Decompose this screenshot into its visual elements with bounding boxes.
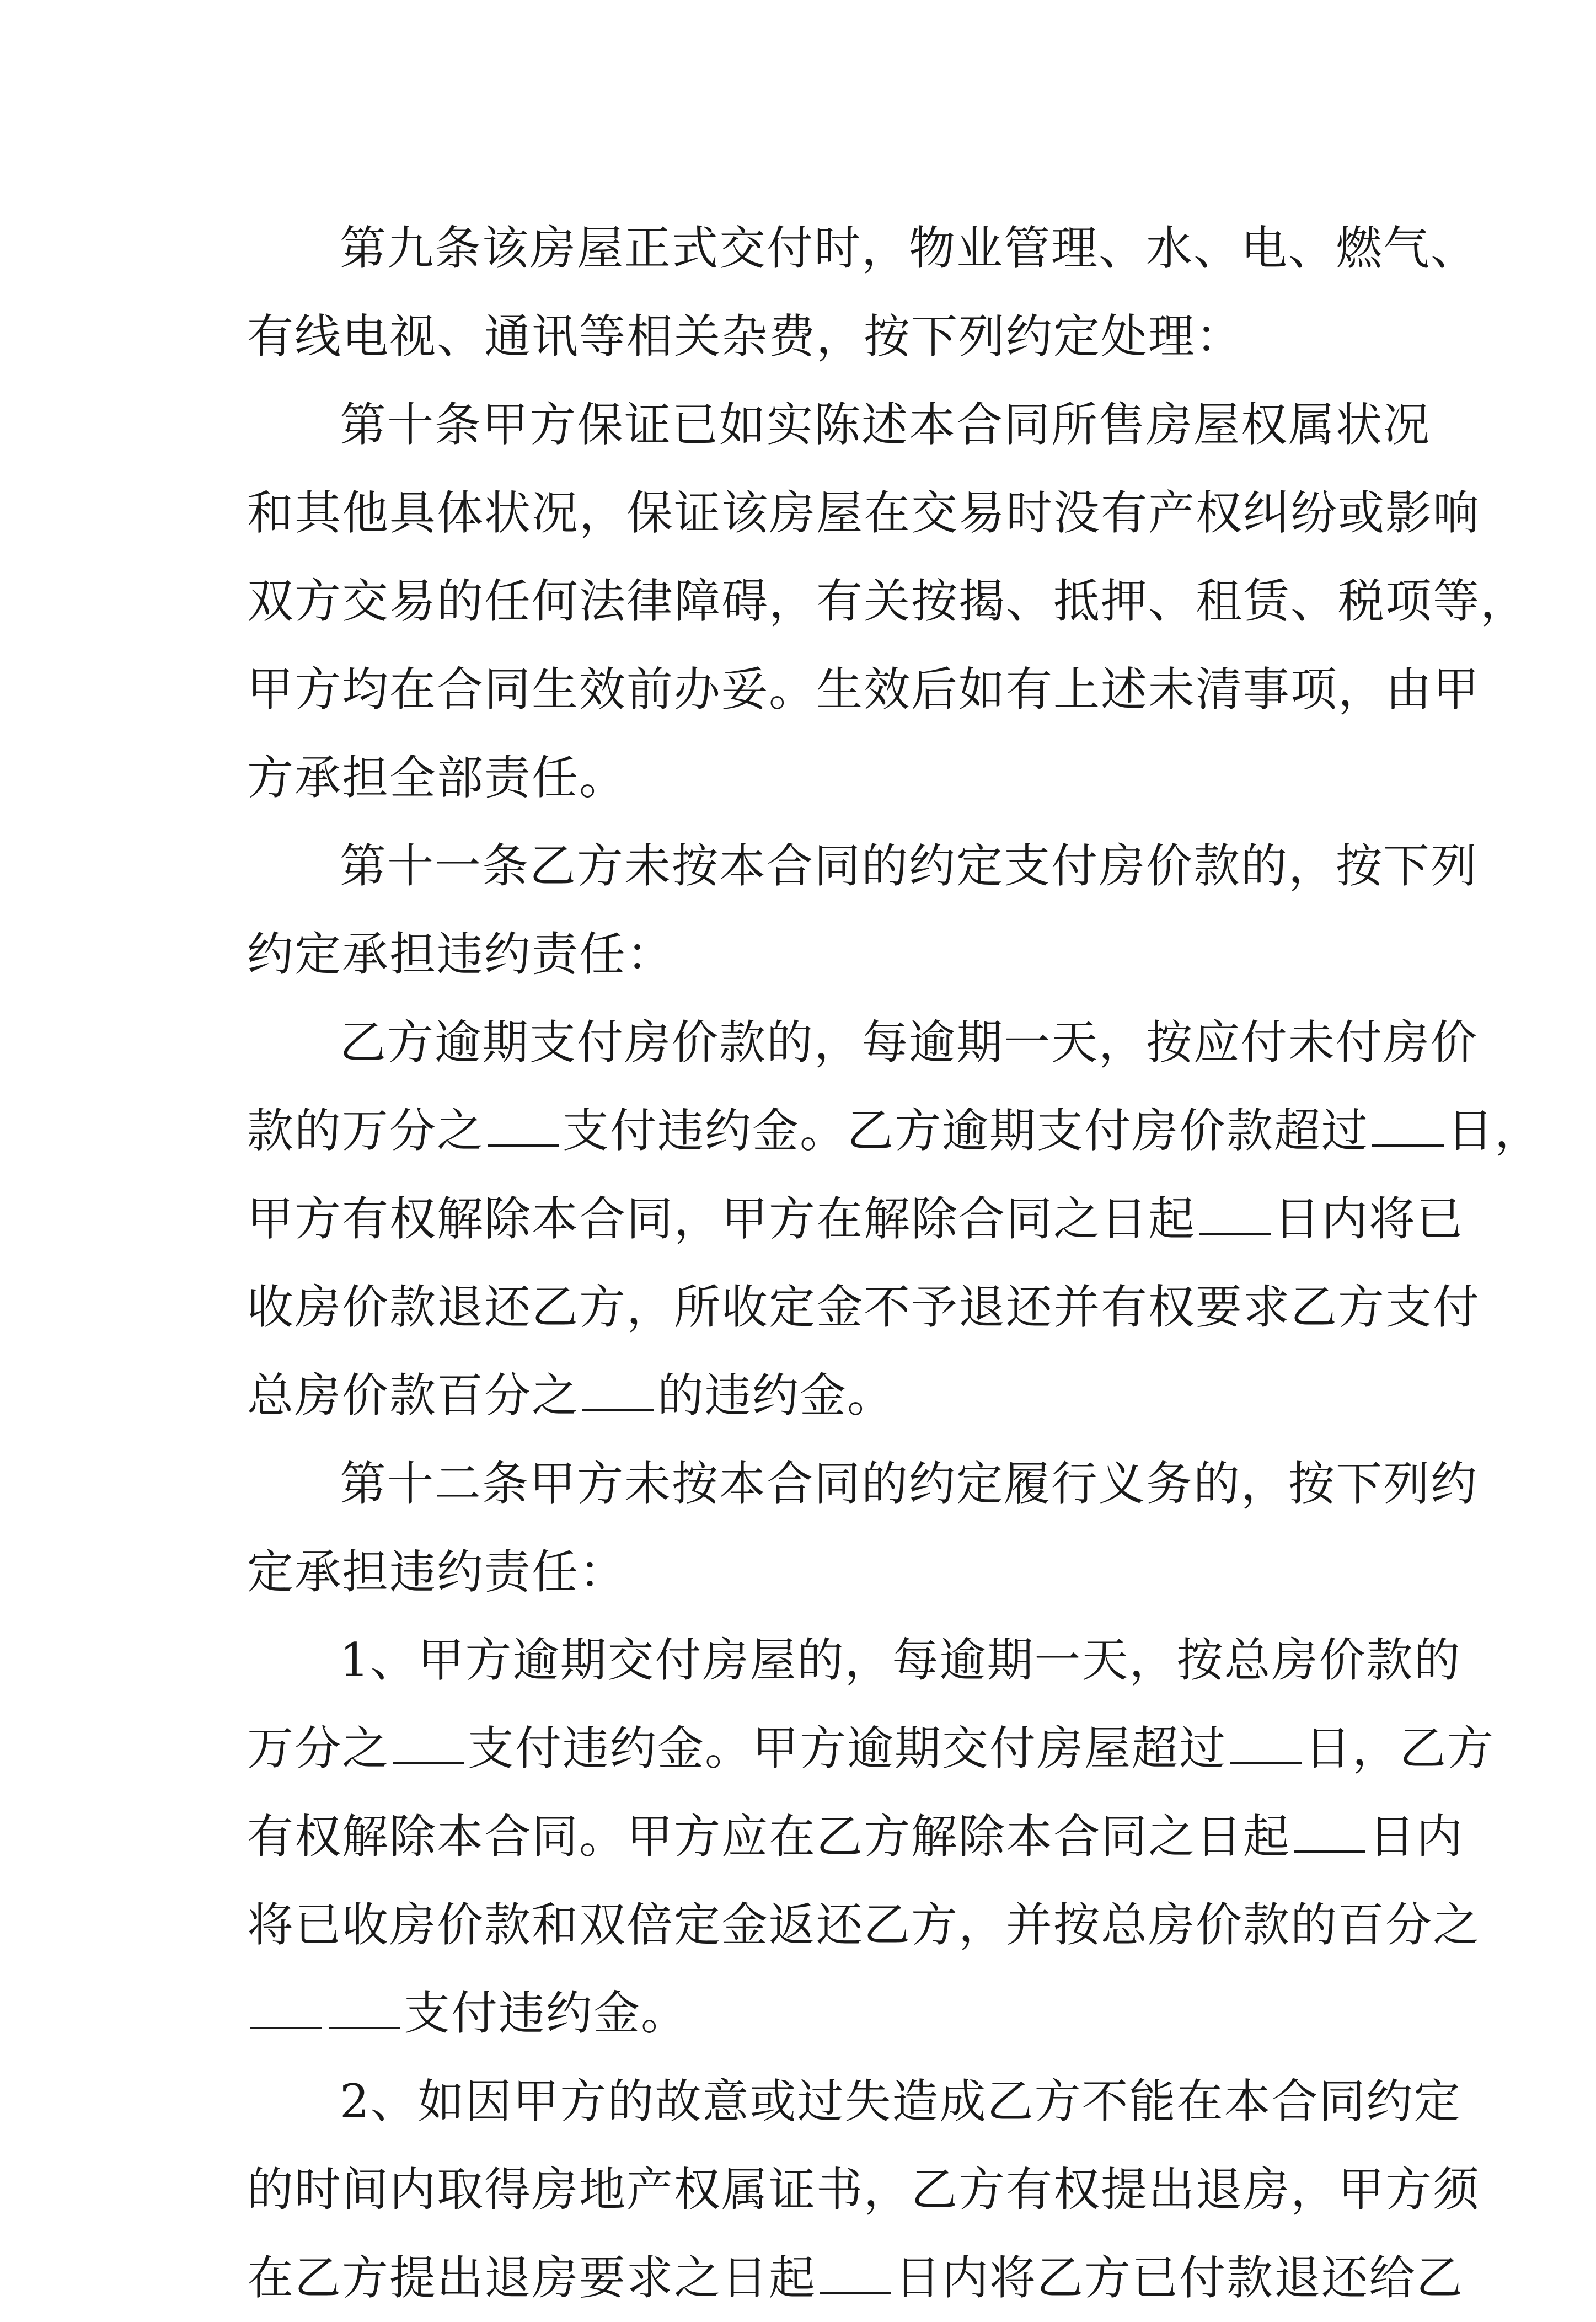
text-segment: 日， [1447,1104,1543,1158]
text-segment: 日，乙方 [1305,1721,1495,1775]
text-line [247,1793,1464,1881]
paragraph-article-10 [247,381,1528,822]
text-segment: 第九条该房屋正式交付时，物业管理、水、电、燃气、 [340,221,1479,275]
text-segment: 和其他具体状况，保证该房屋在交易时没有产权纠纷或影响 [247,486,1481,540]
text-segment: 款的万分之 [247,1104,485,1158]
text-line [247,1881,1481,1969]
text-line [247,1440,1479,1528]
text-segment: 的时间内取得房地产权属证书，乙方有权提出退房，甲方须 [247,2163,1481,2217]
paragraph-article-11-detail [247,998,1543,1440]
text-line [247,381,1431,469]
text-segment: 第十二条甲方未按本合同的约定履行义务的，按下列约 [340,1457,1479,1511]
paragraph-article-9 [247,204,1479,381]
text-segment: 第十一条乙方未按本合同的约定支付房价款的，按下列 [340,839,1479,893]
text-line [247,645,1481,734]
paragraph-article-12-item-1 [247,1616,1495,2057]
text-segment: 日内将已 [1274,1192,1464,1246]
paragraph-article-12-item-2 [247,2057,1481,2322]
text-segment: 在乙方提出退房要求之日起 [247,2251,817,2305]
text-segment: 第十条甲方保证已如实陈述本合同所售房屋权属状况 [340,398,1431,452]
fill-in-blank [250,1988,322,2029]
text-segment: 将已收房价款和双倍定金返还乙方，并按总房价款的百分之 [247,1898,1481,1952]
fill-in-blank [1199,1194,1271,1235]
fill-in-blank [1294,1812,1365,1853]
fill-in-blank [1230,1724,1302,1764]
text-segment: 日内将乙方已付款退还给乙 [895,2251,1464,2305]
text-line [247,822,1479,910]
fill-in-blank [393,1724,464,1764]
document-body [247,204,1543,2322]
fill-in-blank [329,1988,400,2029]
fill-in-blank [1372,1106,1444,1147]
text-line [247,469,1481,557]
fill-in-blank [582,1371,654,1411]
text-segment: 有权解除本合同。甲方应在乙方解除本合同之日起 [247,1810,1291,1864]
paragraph-article-12 [247,1440,1479,1616]
text-line [247,557,1528,645]
text-segment: 的违约金。 [657,1368,895,1422]
text-segment: 支付违约金。乙方逾期支付房价款超过 [563,1104,1369,1158]
text-line [247,998,1479,1087]
text-segment: 定承担违约责任： [247,1545,627,1599]
text-segment: 收房价款退还乙方，所收定金不予退还并有权要求乙方支付 [247,1280,1481,1334]
text-line [247,2057,1461,2146]
text-segment: 甲方有权解除本合同，甲方在解除合同之日起 [247,1192,1196,1246]
text-line [247,1263,1481,1351]
text-line [247,1969,1372,2057]
text-segment: 有线电视、通讯等相关杂费，按下列约定处理： [247,309,1244,363]
text-segment: 方承担全部责任。 [247,751,627,805]
text-line [247,1704,1495,1793]
text-line [247,1175,1464,1263]
text-line [247,292,1372,381]
paragraph-article-11 [247,822,1479,998]
fill-in-blank [820,2253,891,2294]
text-line [247,1087,1543,1175]
text-segment: 日内 [1369,1810,1464,1864]
text-segment: 万分之 [247,1721,390,1775]
text-segment: 支付违约金。甲方逾期交付房屋超过 [468,1721,1227,1775]
text-segment: 约定承担违约责任： [247,927,674,981]
text-line [247,1528,1372,1616]
text-segment: 乙方逾期支付房价款的，每逾期一天，按应付未付房价 [340,1015,1479,1069]
text-line [247,2234,1464,2322]
text-segment: 2、如因甲方的故意或过失造成乙方不能在本合同约定 [340,2074,1461,2128]
text-line [247,1616,1461,1704]
text-segment: 双方交易的任何法律障碍，有关按揭、抵押、租赁、税项等， [247,574,1528,628]
text-segment: 甲方均在合同生效前办妥。生效后如有上述未清事项，由甲 [247,662,1481,716]
text-line [247,910,1372,998]
fill-in-blank [488,1106,559,1147]
text-line [247,734,1372,822]
text-line [247,204,1479,292]
text-segment: 支付违约金。 [404,1986,689,2040]
text-segment: 总房价款百分之 [247,1368,580,1422]
text-line [247,2146,1481,2234]
text-segment: 1、甲方逾期交付房屋的，每逾期一天，按总房价款的 [340,1633,1461,1687]
text-line [247,1351,1372,1440]
